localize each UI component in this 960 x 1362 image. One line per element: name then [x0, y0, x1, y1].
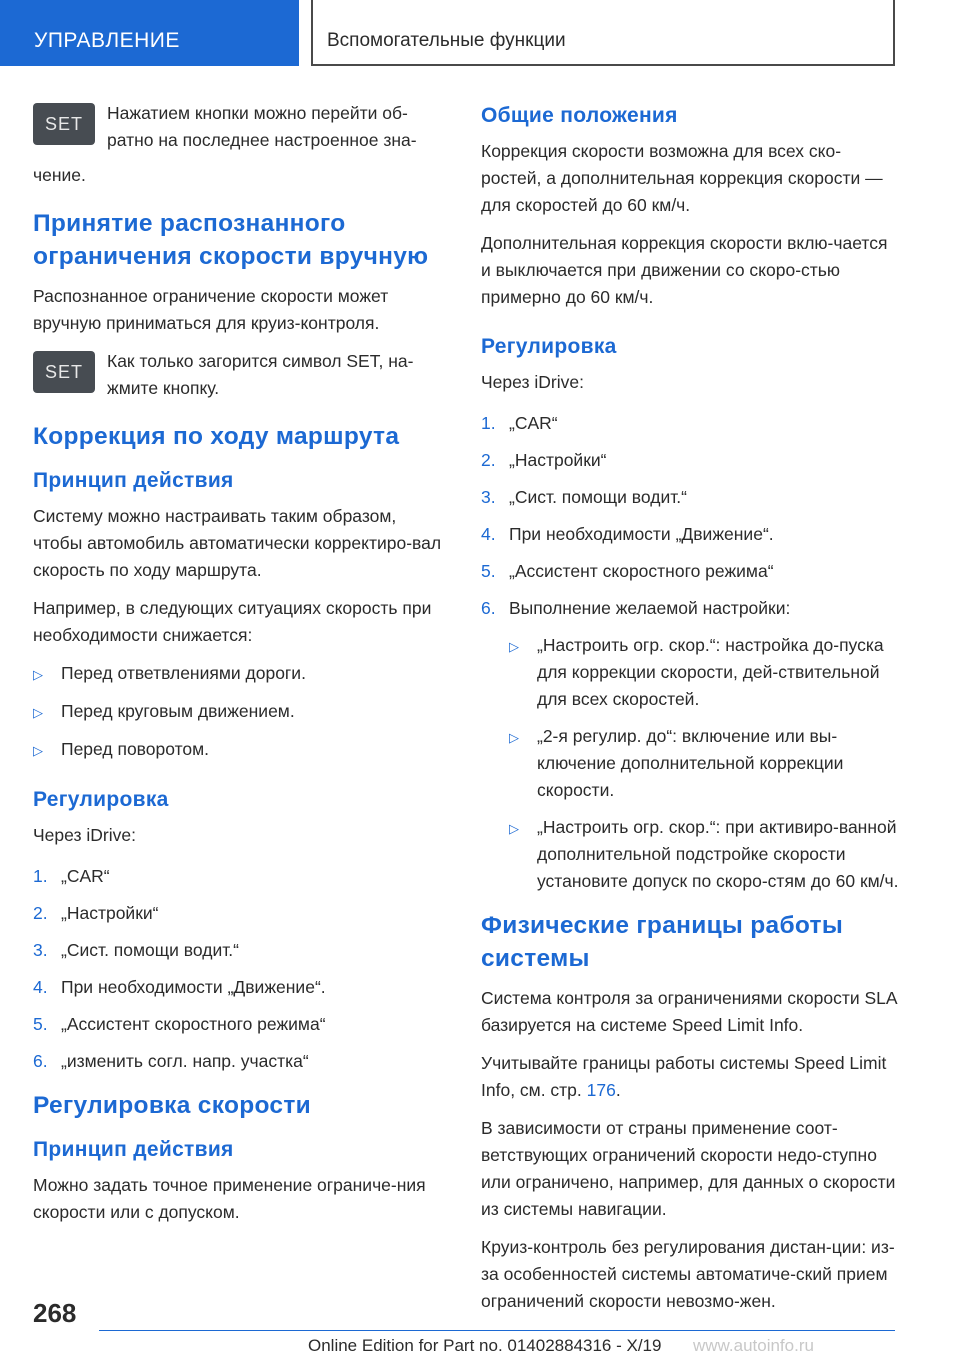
- page-reference-link[interactable]: 176: [586, 1080, 616, 1100]
- right-column: [481, 100, 901, 1326]
- step-item: 5. „Ассистент скоростного режима“: [481, 561, 774, 581]
- heading-general: Общие положения: [481, 104, 678, 127]
- limits-text-2: Учитывайте границы работы системы Speed Limit Info, см. стр. 176.: [481, 1053, 887, 1100]
- set-instruction: [33, 100, 445, 154]
- heading-principle: Принцип действия: [33, 469, 234, 492]
- general-text-1: Коррекция скорости возможна для всех ско-ростей, а дополнительная коррекция скорости — для скоростей до 60 км/ч.: [481, 141, 883, 215]
- step-item: 1. „CAR“: [33, 866, 110, 886]
- heading-system-limits: Физические границы работы системы: [481, 912, 844, 972]
- heading-regulation: Регулировка: [33, 788, 169, 811]
- heading-principle-2: Принцип действия: [33, 1138, 234, 1161]
- step-item: 2. „Настройки“: [481, 450, 607, 470]
- setting-options-list: [509, 632, 901, 895]
- triangle-bullet-icon: ▷: [33, 667, 43, 682]
- step-item: 4. При необходимости „Движение“.: [481, 524, 774, 544]
- heading-manual-accept: Принятие распознанного ограничения скорости вручную: [33, 210, 429, 270]
- step-item: 2. „Настройки“: [33, 903, 159, 923]
- list-item: ▷ „Настроить огр. скор.“: настройка до-пуска для коррекции скорости, дей-ствительной для всех скоростей.: [509, 632, 901, 713]
- triangle-bullet-icon: ▷: [509, 730, 519, 745]
- limits-text-3: В зависимости от страны применение соот-ветствующих ограничений скорости недо-ступно или ограничено, например, для данных о скорости из системы навигации.: [481, 1118, 896, 1219]
- manual-accept-text: Распознанное ограничение скорости может вручную приниматься для круиз-контроля.: [33, 286, 389, 333]
- page-number: 268: [33, 1298, 77, 1328]
- limits-text-1: Система контроля за ограничениями скорости SLA базируется на системе Speed Limit Info.: [481, 988, 897, 1035]
- left-column: [33, 100, 445, 1237]
- list-item: ▷ „2-я регулир. до“: включение или вы-ключение дополнительной коррекции скорости.: [509, 723, 901, 804]
- general-text-2: Дополнительная коррекция скорости вклю-чается и выключается при движении со скоро-стью примерно до 60 км/ч.: [481, 233, 888, 307]
- step-item: 3. „Сист. помощи водит.“: [481, 487, 687, 507]
- steps-list: [481, 410, 901, 622]
- list-item: ▷ Перед круговым движением.: [33, 698, 445, 726]
- footer-edition: Online Edition for Part no. 01402884316 - X/19: [308, 1336, 662, 1355]
- set-text-continuation: чение.: [33, 165, 86, 185]
- triangle-bullet-icon: ▷: [509, 821, 519, 836]
- set-text-line1: Нажатием кнопки можно перейти об-: [107, 103, 408, 123]
- heading-speed-regulation: Регулировка скорости: [33, 1092, 311, 1119]
- chapter-tab: Вспомогательные функции: [311, 0, 895, 66]
- manual-set-text: Как только загорится символ SET, на-жмите кнопку.: [107, 351, 414, 398]
- triangle-bullet-icon: ▷: [509, 639, 519, 654]
- heading-regulation: Регулировка: [481, 335, 617, 358]
- step-item: 1. „CAR“: [481, 413, 558, 433]
- set-button-icon: SET: [33, 103, 95, 145]
- step-item: 4. При необходимости „Движение“.: [33, 977, 326, 997]
- triangle-bullet-icon: ▷: [33, 705, 43, 720]
- principle-text-1: Систему можно настраивать таким образом, чтобы автомобиль автоматически корректиро-вал скорость по ходу маршрута.: [33, 506, 442, 580]
- triangle-bullet-icon: ▷: [33, 743, 43, 758]
- set-button-icon: SET: [33, 351, 95, 393]
- step-item: 6. Выполнение желаемой настройки:: [481, 598, 791, 618]
- footer-divider: [99, 1330, 895, 1331]
- list-item: ▷ „Настроить огр. скор.“: при активиро-ванной дополнительной подстройке скорости установите допуск по скоро-стям до 60 км/ч.: [509, 814, 901, 895]
- limits-text-4: Круиз-контроль без регулирования дистан-ции: из-за особенностей системы автоматиче-ский прием ограничений скорости невозмо-жен.: [481, 1237, 895, 1311]
- via-idrive: Через iDrive:: [481, 372, 584, 392]
- principle-text-2: Например, в следующих ситуациях скорость при необходимости снижается:: [33, 598, 432, 645]
- step-item: 5. „Ассистент скоростного режима“: [33, 1014, 326, 1034]
- list-item: ▷ Перед поворотом.: [33, 736, 445, 764]
- situation-list: [33, 660, 445, 764]
- speed-reg-text: Можно задать точное применение ограниче-ния скорости или с допуском.: [33, 1175, 426, 1222]
- set-instruction-2: [33, 348, 445, 402]
- watermark: www.autoinfo.ru: [693, 1336, 814, 1355]
- heading-route-correction: Коррекция по ходу маршрута: [33, 423, 400, 450]
- step-item: 6. „изменить согл. напр. участка“: [33, 1051, 309, 1071]
- set-text-line2: ратно на последнее настроенное зна-: [107, 130, 417, 150]
- section-tab: УПРАВЛЕНИЕ: [0, 0, 299, 66]
- steps-list: [33, 863, 445, 1075]
- list-item: ▷ Перед ответвлениями дороги.: [33, 660, 445, 688]
- via-idrive: Через iDrive:: [33, 825, 136, 845]
- step-item: 3. „Сист. помощи водит.“: [33, 940, 239, 960]
